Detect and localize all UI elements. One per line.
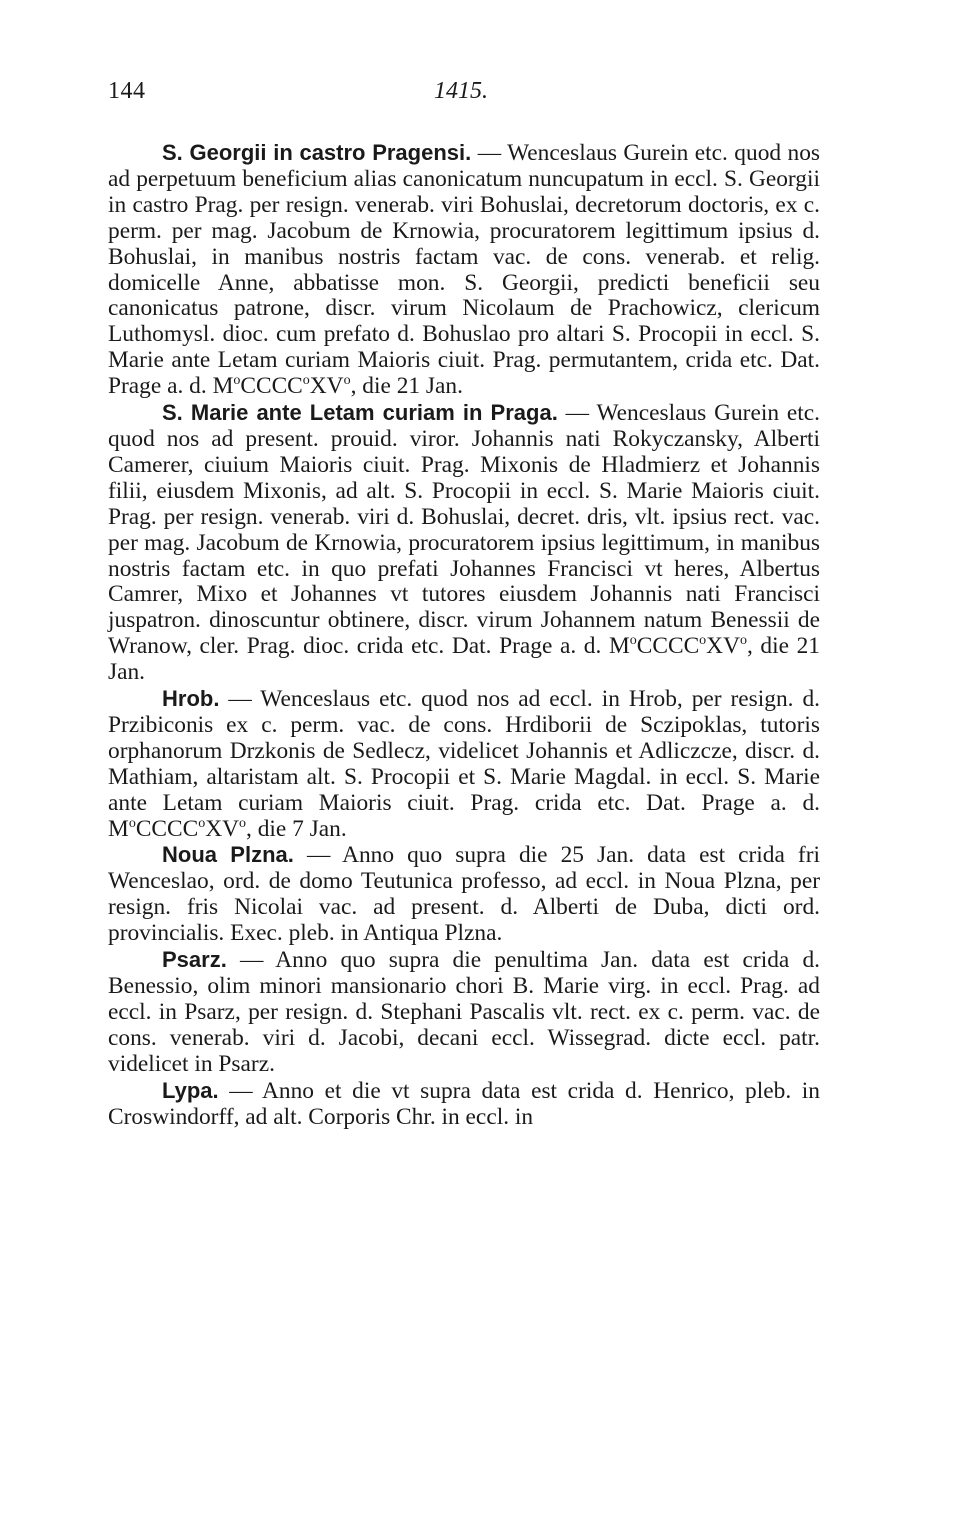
entry-text: — Wenceslaus Gurein etc. quod nos ad perpetuum beneficium alias canonicatum nuncupatum in eccl. S. Georgii in castro Prag. per resign. venerab. viri Bohuslai, decretorum doctoris, ex c. perm. per mag. Jacobum de Krnowia, procuratorem legittimum ipsius d. Bohuslai, in manibus nostris factam vac. de cons. venerab. et relig. domicelle Anne, abbatisse mon. S. Georgii, predicti beneficii seu canonicatus patrone, discr. virum Nicolaum de Prachowicz, clericum Luthomysl. dioc. cum prefato d. Bohuslao pro altari S. Procopii in eccl. S. Marie ante Letam curiam Maioris ciuit. Prag. permutantem, crida etc. Dat. Prage a. d. M — [108, 140, 821, 400]
entry-heading: S. Marie ante Letam curiam in Praga. — [162, 400, 558, 426]
superscript: o — [233, 373, 241, 389]
entry-heading: Noua Plzna. — [162, 842, 294, 868]
superscript: o — [198, 815, 206, 831]
page-number: 144 — [108, 78, 146, 104]
entry-heading: S. Georgii in castro Pragensi. — [162, 140, 472, 165]
entry-text: XV — [706, 633, 740, 660]
running-year: 1415. — [434, 78, 488, 104]
entry-text: — Anno quo supra die 25 Jan. data est crida fri Wenceslao, ord. de domo Teutunica professo, ad eccl. in Noua Plzna, per resign. fris Nicolai vac. ad present. d. Alberti de Duba, dicti ord. provincialis. Exec. pleb. in Antiqua Plzna. — [108, 842, 820, 947]
entry-text: — Anno quo supra die penultima Jan. data est crida d. Benessio, olim minori mansionario chori B. Marie virg. in eccl. Prag. ad eccl. in Psarz, per resign. d. Stephani Pascalis vlt. rect. ex c. perm. vac. de cons. venerab. viri d. Jacobi, decani eccl. Wissegrad. dicte eccl. patr. videlicet in Psarz. — [108, 947, 820, 1077]
entry-hrob — [108, 686, 820, 842]
entry-text: — Anno et die vt supra data est crida d. Henrico, pleb. in Croswindorff, ad alt. Corporis Chr. in eccl. in — [108, 1077, 820, 1130]
superscript: o — [739, 633, 747, 649]
entry-heading: Psarz. — [162, 947, 227, 973]
entry-text: XV — [309, 373, 344, 400]
entry-heading: Lypa. — [162, 1077, 219, 1103]
running-head — [108, 78, 820, 118]
superscript: o — [629, 633, 637, 649]
entry-psarz — [108, 947, 820, 1078]
superscript: o — [302, 373, 310, 389]
entry-text: , die 21 Jan. — [108, 633, 820, 686]
entry-text: — Wenceslaus etc. quod nos ad eccl. in Hrob, per resign. d. Przibiconis ex c. perm. vac. de cons. Hrdiborii de Sczipoklas, tutoris orphanorum Drzkonis de Sedlecz, videlicet Johannis et Adliczcze, discr. d. Mathiam, altaristam alt. S. Procopii et S. Marie Magdal. in eccl. S. Marie ante Letam curiam Maioris ciuit. Prag. crida etc. Dat. Prage a. d. M — [108, 686, 820, 842]
superscript: o — [699, 633, 707, 649]
entry-text: CCCC — [240, 373, 303, 400]
entry-s-marie — [108, 400, 820, 686]
superscript: o — [343, 373, 351, 389]
entry-text: , die 21 Jan. — [350, 373, 463, 400]
entry-text: , die 7 Jan. — [246, 815, 347, 842]
entry-text: XV — [205, 815, 240, 842]
body-text — [108, 140, 820, 1130]
entry-s-georgii — [108, 140, 820, 400]
entry-text: CCCC — [135, 815, 199, 842]
entry-noua-plzna — [108, 842, 820, 947]
superscript: o — [128, 815, 136, 831]
entry-heading: Hrob. — [162, 686, 220, 712]
superscript: o — [239, 815, 247, 831]
entry-lypa — [108, 1078, 820, 1131]
book-page — [108, 78, 820, 1130]
entry-text: CCCC — [636, 633, 700, 660]
entry-text: — Wenceslaus Gurein etc. quod nos ad present. prouid. viror. Johannis nati Rokyczansky, Alberti Camerer, ciuium Maioris ciuit. Prag. Mixonis de Hladmierz et Johannis filii, eiusdem Mixonis, ad alt. S. Procopii in eccl. S. Marie Maioris ciuit. Prag. per resign. venerab. viri d. Bohuslai, decret. dris, vlt. ipsius rect. vac. per mag. Jacobum de Krnowia, procuratorem ipsius legittimum, in manibus nostris factam etc. in quo prefati Johannes Francisci vt heres, Albertus Camrer, Mixo et Johannes vt tutores eiusdem Johannis nati Francisci juspatron. dinoscuntur obtinere, discr. virum Johannem natum Benessii de Wranow, cler. Prag. dioc. crida etc. Dat. Prage a. d. M — [108, 400, 820, 660]
